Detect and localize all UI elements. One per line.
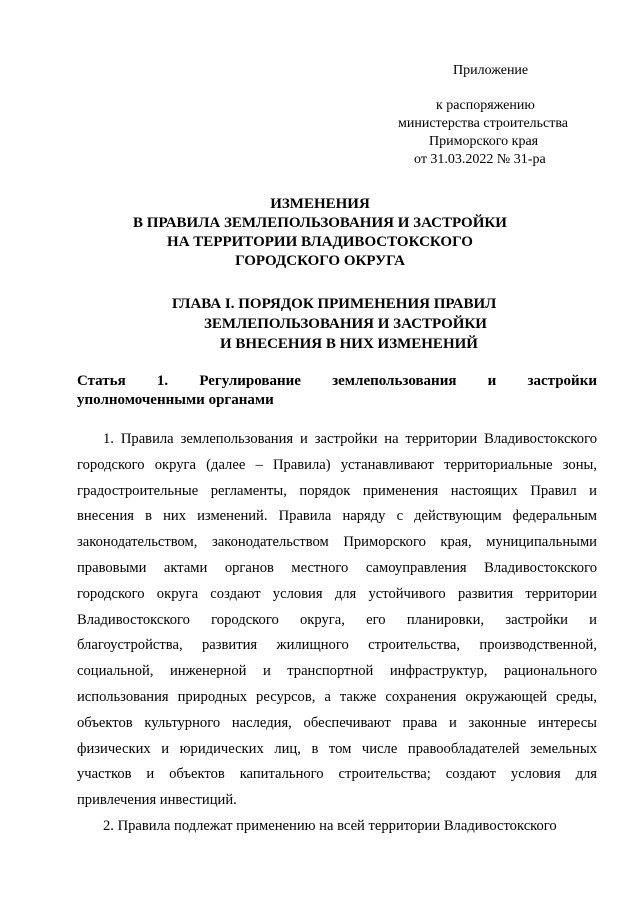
article-word-2: 1.: [156, 373, 169, 389]
article-heading: [77, 372, 597, 410]
paragraph-2: 2. Правила подлежат применению на всей территории Владивостокского: [103, 817, 557, 834]
appendix-label: Приложение: [453, 63, 529, 78]
appendix-line-3: Приморского края: [429, 134, 539, 149]
title-line-2: В ПРАВИЛА ЗЕМЛЕПОЛЬЗОВАНИЯ И ЗАСТРОЙКИ: [133, 215, 507, 231]
chapter-line-3: И ВНЕСЕНИЯ В НИХ ИЗМЕНЕНИЙ: [220, 336, 478, 352]
appendix-line-2: министерства строительства: [398, 116, 569, 131]
body-text: [77, 427, 597, 840]
article-word-3: Регулирование: [199, 373, 301, 389]
paragraph-1: 1. Правила землепользования и застройки на территории Владивостокского городского округа (далее – Правила) устанавливают территориальные зоны, градостроительные регламенты, порядок применения настоящих Правил и внесения в них изменений. Правила наряду с действующим федеральным законодательством, законодательством Приморского края, муниципальными правовыми актами органов местного самоуправления Владивостокского городского округа создают условия для устойчивого развития территории Владивостокского городского округа, его планировки, застройки и благоустройства, развития жилищного строительства, производственной, социальной, инженерной и транспортной инфраструктур, рационального использования природных ресурсов, а также сохранения окружающей среды, объектов культурного наследия, обеспечивают права и законные интересы физических и юридических лиц, в том числе правообладателей земельных участков и объектов капитального строительства; создают условия для привлечения инвестиций.: [77, 431, 597, 809]
article-word-1: Статья: [77, 373, 126, 389]
document-title: [0, 195, 640, 271]
article-word-5: и: [487, 373, 497, 389]
title-line-1: ИЗМЕНЕНИЯ: [270, 196, 370, 212]
article-word-6: застройки: [527, 373, 597, 389]
article-line-1: [77, 372, 597, 391]
title-line-3: НА ТЕРРИТОРИИ ВЛАДИВОСТОКСКОГО: [167, 234, 473, 250]
chapter-line-2: ЗЕМЛЕПОЛЬЗОВАНИЯ И ЗАСТРОЙКИ: [204, 316, 487, 332]
article-word-4: землепользования: [332, 373, 457, 389]
appendix-line-1: к распоряжению: [436, 98, 535, 113]
title-line-4: ГОРОДСКОГО ОКРУГА: [235, 253, 405, 269]
article-line-2: уполномоченными органами: [77, 392, 274, 408]
chapter-line-1: ГЛАВА I. ПОРЯДОК ПРИМЕНЕНИЯ ПРАВИЛ: [172, 296, 497, 312]
appendix-line-4: от 31.03.2022 № 31-ра: [414, 152, 546, 167]
